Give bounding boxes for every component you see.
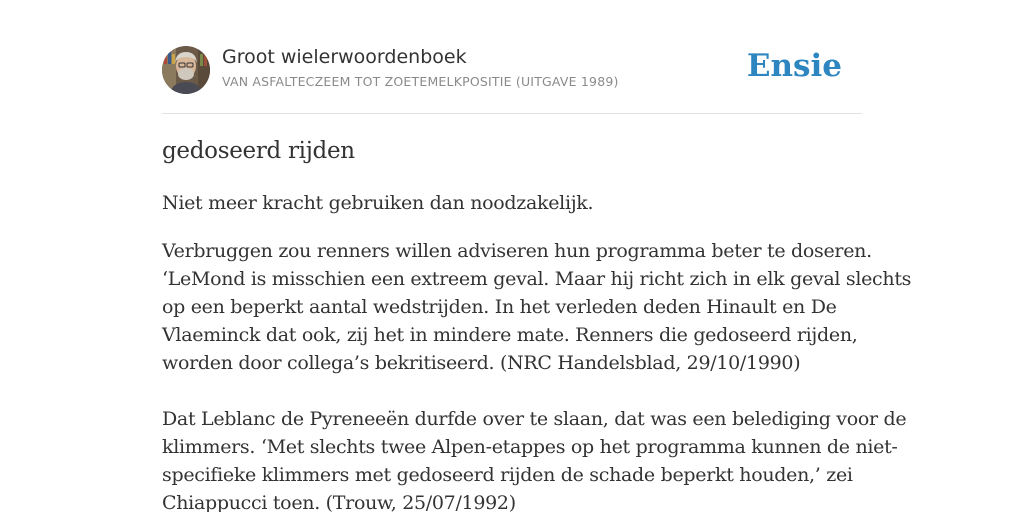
book-header bbox=[162, 46, 862, 96]
quote-line: klimmers. ‘Met slechts twee Alpen-etappes op het programma kunnen de niet- bbox=[162, 436, 898, 458]
quote-line: Dat Leblanc de Pyreneeën durfde over te slaan, dat was een belediging voor de bbox=[162, 408, 907, 430]
ensie-logo[interactable]: Ensie bbox=[746, 48, 842, 84]
book-title[interactable]: Groot wielerwoordenboek bbox=[222, 46, 467, 68]
header-divider bbox=[162, 113, 862, 114]
quote-line: op een beperkt aantal wedstrijden. In het verleden deden Hinault en De bbox=[162, 296, 837, 318]
entry-definition: Niet meer kracht gebruiken dan noodzakelijk. bbox=[162, 192, 594, 214]
author-avatar[interactable] bbox=[162, 46, 210, 94]
quote-line: specifieke klimmers met gedoseerd rijden de schade beperkt houden,’ zei bbox=[162, 464, 853, 486]
quote-line: ‘LeMond is misschien een extreem geval. Maar hij richt zich in elk geval slechts bbox=[162, 268, 912, 290]
entry-headword: gedoseerd rijden bbox=[162, 138, 355, 164]
book-subtitle: VAN ASFALTECZEEM TOT ZOETEMELKPOSITIE (UITGAVE 1989) bbox=[222, 74, 619, 89]
quote-line: Chiappucci toen. (Trouw, 25/07/1992) bbox=[162, 492, 516, 512]
quote-line: Vlaeminck dat ook, zij het in mindere mate. Renners die gedoseerd rijden, bbox=[162, 324, 858, 346]
author-portrait-icon bbox=[162, 46, 210, 94]
quote-separator bbox=[162, 377, 862, 405]
quote-line: Verbruggen zou renners willen adviseren hun programma beter te doseren. bbox=[162, 240, 872, 262]
quote-line: worden door collega’s bekritiseerd. (NRC Handelsblad, 29/10/1990) bbox=[162, 352, 801, 374]
entry-quotes bbox=[162, 237, 912, 512]
